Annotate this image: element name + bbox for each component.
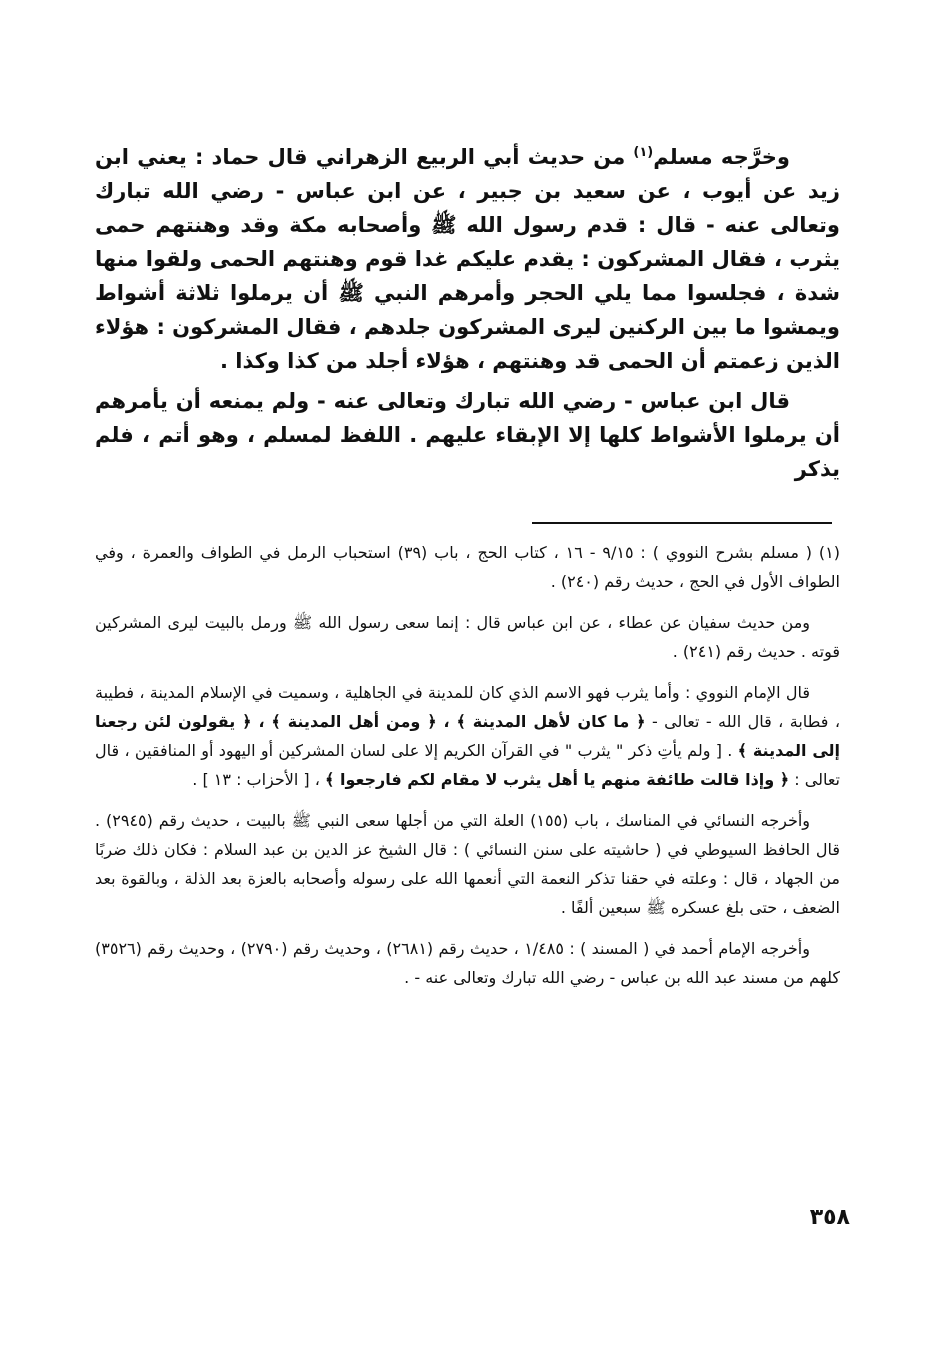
footnote-3-middle: . [ ولم يأتِ ذكر " يثرب " في القرآن الكريم إلا على لسان المشركين أو اليهود أو المنافقين ، قال تعالى : — [95, 741, 840, 789]
footnote-3-citation: ، [ الأحزاب : ١٣ ] . — [192, 770, 326, 789]
main-paragraph-2: قال ابن عباس - رضي الله تبارك وتعالى عنه - ولم يمنعه أن يأمرهم أن يرملوا الأشواط كلها إلا الإبقاء عليهم . اللفظ لمسلم ، وهو أتم ، فلم يذكر — [95, 389, 840, 481]
main-paragraph-1 — [95, 140, 840, 378]
footnote-3-intro: قال الإمام النووي : وأما يثرب فهو الاسم الذي كان للمدينة في الجاهلية ، وسميت في الإسلام المدينة ، فطيبة ، فطابة ، قال الله - تعالى - — [95, 683, 841, 731]
footnote-1: (١) ( مسلم بشرح النووي ) : ٩/١٥ - ١٦ ، كتاب الحج ، باب (٣٩) استحباب الرمل في الطواف والعمرة ، وفي الطواف الأول في الحج ، حديث رقم (٢٤٠) . — [95, 543, 841, 591]
main-text — [95, 140, 840, 486]
quran-quote-yathrib: ﴿ وإذا قالت طائفة منهم يا أهل يثرب لا مقام لكم فارجعوا ﴾ — [325, 770, 790, 789]
footnote-paragraph-5: وأخرجه الإمام أحمد في ( المسند ) : ١/٤٨٥ ، حديث رقم (٢٦٨١) ، وحديث رقم (٢٧٩٠) ، وحديث رقم (٣٥٢٦) كلهم من مسند عبد الله بن عباس - رضي الله تبارك وتعالى عنه - . — [95, 939, 840, 987]
page-number: ٣٥٨ — [809, 1205, 850, 1230]
footnotes — [95, 538, 840, 1004]
footnote-paragraph-2: ومن حديث سفيان عن عطاء ، عن ابن عباس قال : إنما سعى رسول الله ﷺ ورمل بالبيت ليرى المشركين قوته . حديث رقم (٢٤١) . — [95, 613, 840, 661]
quran-quote-medina: ﴿ ما كان لأهل المدينة ﴾ ، ﴿ ومن أهل المدينة ﴾ ، ﴿ يقولون لئن رجعنا إلى المدينة ﴾ — [95, 712, 840, 760]
footnote-paragraph-3 — [95, 678, 840, 794]
main-paragraph-1-start: وخرَّجه مسلم — [653, 145, 790, 169]
footnote-reference: (١) — [633, 145, 654, 160]
main-paragraph-1-rest: من حديث أبي الربيع الزهراني قال حماد : يعني ابن زيد عن أيوب ، عن سعيد بن جبير ، عن ابن عباس - رضي الله تبارك وتعالى عنه - قال : قدم رسول الله ﷺ وأصحابه مكة وقد وهنتهم حمى يثرب ، فقال المشركون : يقدم عليكم غدا قوم وهنتهم الحمى ولقوا منها شدة ، فجلسوا مما يلي الحجر وأمرهم النبي ﷺ أن يرملوا ثلاثة أشواط ويمشوا ما بين الركنين ليرى المشركون جلدهم ، فقال المشركون : هؤلاء الذين زعمتم أن الحمى قد وهنتهم ، هؤلاء أجلد من كذا وكذا . — [95, 145, 840, 373]
footnote-divider — [532, 522, 832, 524]
footnote-paragraph-4: وأخرجه النسائي في المناسك ، باب (١٥٥) العلة التي من أجلها سعى النبي ﷺ بالبيت ، حديث رقم (٢٩٤٥) . قال الحافظ السيوطي في ( حاشيته على سنن النسائي ) : قال الشيخ عز الدين بن عبد السلام : فكان ذلك ضربًا من الجهاد ، قال : وعلته في حقنا تذكر النعمة التي أنعمها الله على رسوله وأصحابه بالعزة بعد الذلة ، وبالقوة بعد الضعف ، حتى بلغ عسكره ﷺ سبعين ألفًا . — [95, 811, 840, 917]
